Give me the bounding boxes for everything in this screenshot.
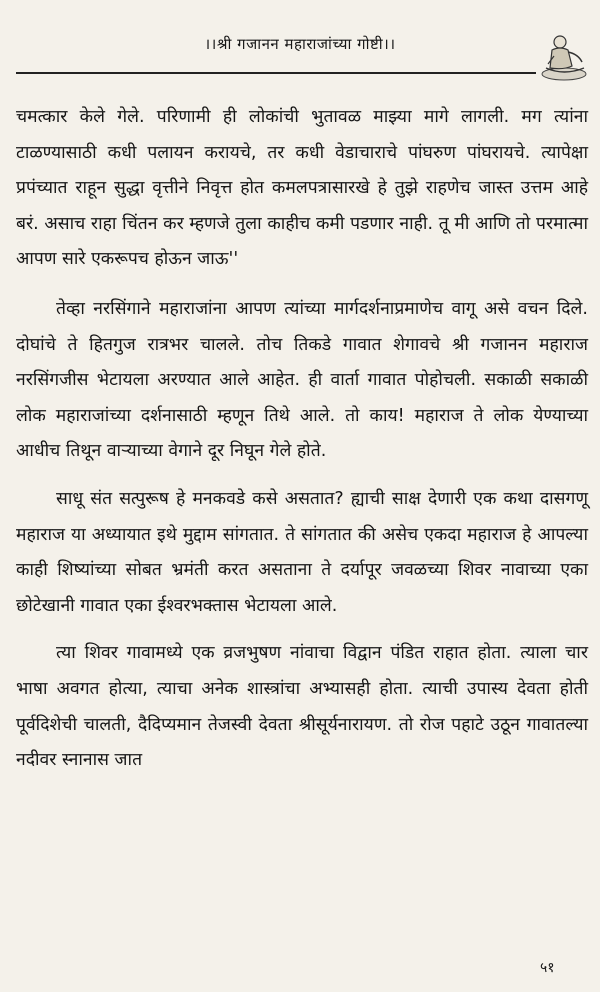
paragraph: साधू संत सत्पुरूष हे मनकवडे कसे असतात? ह्याची साक्ष देणारी एक कथा दासगणू महाराज या अध्यायात इथे मुद्दाम सांगतात. ते सांगतात की असेच एकदा महाराज हे आपल्या काही शिष्यांच्या सोबत भ्रमंती करत असताना ते दर्यापूर जवळच्या शिवर नावाच्या एका छोटेखानी गावात एका ईश्वरभक्तास भेटायला आले. <box>16 488 588 616</box>
paragraph: चमत्कार केले गेले. परिणामी ही लोकांची भुतावळ माझ्या मागे लागली. मग त्यांना टाळण्यासाठी कधी पलायन करायचे, तर कधी वेडाचाराचे पांघरुण पांघरायचे. त्यापेक्षा प्रपंच्यात राहून सुद्धा वृत्तीने निवृत्त होत कमलपत्रासारखे हे तुझे राहणेच जास्त उत्तम आहे बरं. असाच राहा चिंतन कर म्हणजे तुला काहीच कमी पडणार नाही. तू मी आणि तो परमात्मा आपण सारे एकरूपच होऊन जाऊ'' <box>16 107 588 270</box>
header-rule <box>16 72 536 74</box>
page-number: ५१ <box>540 960 555 976</box>
paragraph: तेव्हा नरसिंगाने महाराजांना आपण त्यांच्या मार्गदर्शनाप्रमाणेच वागू असे वचन दिले. दोघांचे ते हितगुज रात्रभर चालले. तोच तिकडे गावात शेगावचे श्री गजानन महाराज नरसिंगजीस भेटायला अरण्यात आले आहेत. ही वार्ता गावात पोहोचली. सकाळी सकाळी लोक महाराजांच्या दर्शनासाठी म्हणून तिथे आले. तो काय! महाराज ते लोक येण्याच्या आधीच तिथून वाऱ्याच्या वेगाने दूर निघून गेले होते. <box>16 298 588 462</box>
seated-saint-icon <box>538 30 590 82</box>
body-text <box>16 100 588 791</box>
running-title: ।।श्री गजानन महाराजांच्या गोष्टी।। <box>204 35 396 53</box>
paragraph: त्या शिवर गावामध्ये एक व्रजभुषण नांवाचा विद्वान पंडित राहात होता. त्याला चार भाषा अवगत होत्या, त्याचा अनेक शास्त्रांचा अभ्यासही होता. त्याची उपास्य देवता होती पूर्वदिशेची चालती, दैदिप्यमान तेजस्वी देवता श्रीसूर्यनारायण. तो रोज पहाटे उठून गावातल्या नदीवर स्नानास जात <box>16 643 588 771</box>
